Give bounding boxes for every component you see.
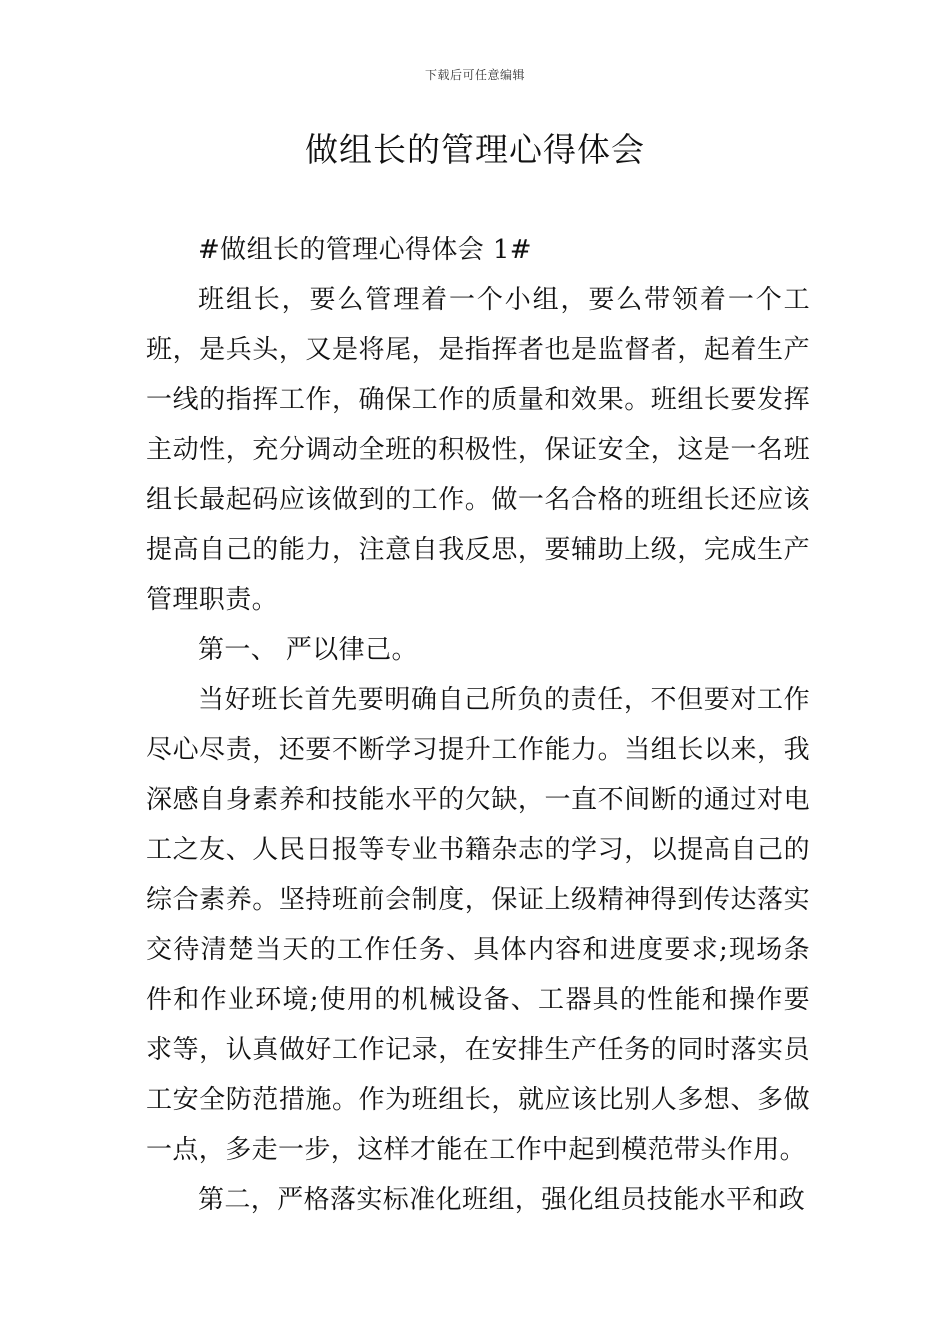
document-body (146, 225, 810, 1225)
section-heading: #做组长的管理心得体会 1# (198, 235, 532, 265)
document-title: 做组长的管理心得体会 (305, 130, 645, 169)
paragraph: 第二，严格落实标准化班组，强化组员技能水平和政 (198, 1185, 806, 1215)
paragraph: 班组长，要么管理着一个小组，要么带领着一个工班，是兵头，又是将尾，是指挥者也是监督者，起着生产一线的指挥工作，确保工作的质量和效果。班组长要发挥主动性，充分调动全班的积极性，保证安全，这是一名班组长最起码应该做到的工作。做一名合格的班组长还应该提高自己的能力，注意自我反思，要辅助上级，完成生产管理职责。 (146, 285, 810, 615)
header-note: 下载后可任意编辑 (424, 68, 525, 82)
section-heading: 第一、 严以律己。 (198, 635, 418, 665)
paragraph: 当好班长首先要明确自己所负的责任，不但要对工作尽心尽责，还要不断学习提升工作能力。当组长以来，我深感自身素养和技能水平的欠缺，一直不间断的通过对电工之友、人民日报等专业书籍杂志的学习，以提高自己的综合素养。坚持班前会制度，保证上级精神得到传达落实交待清楚当天的工作任务、具体内容和进度要求;现场条件和作业环境;使用的机械设备、工器具的性能和操作要求等，认真做好工作记录，在安排生产任务的同时落实员工安全防范措施。作为班组长，就应该比别人多想、多做一点，多走一步，这样才能在工作中起到模范带头作用。 (146, 685, 810, 1165)
